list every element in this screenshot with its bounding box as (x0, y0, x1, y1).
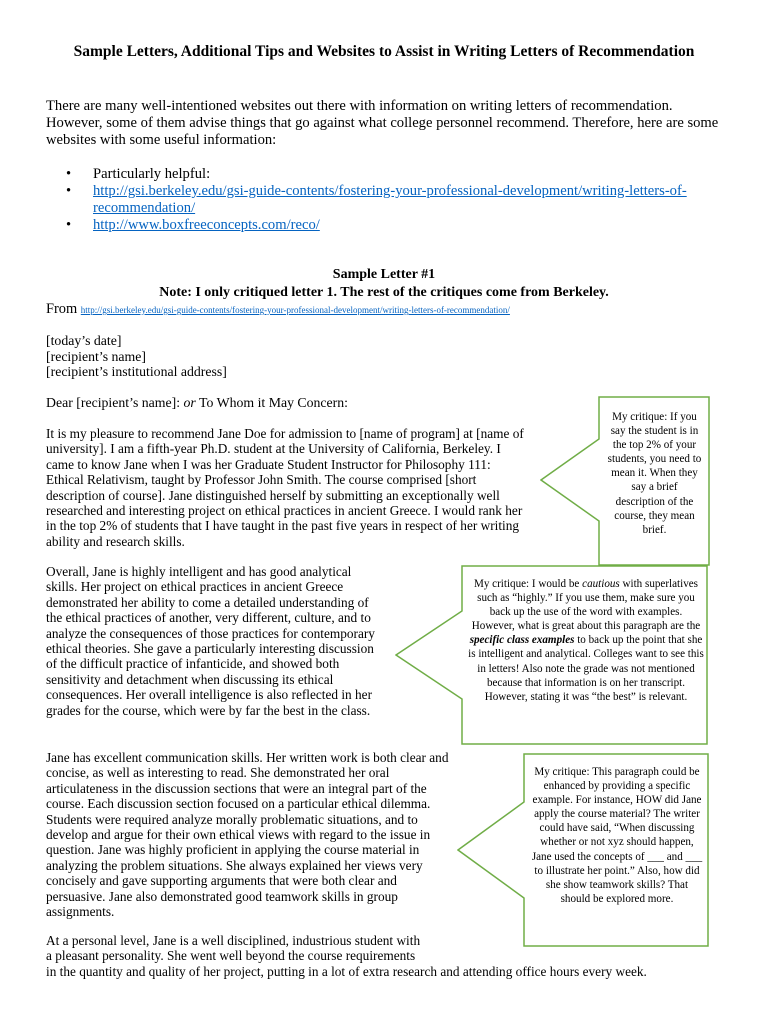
list-item (46, 166, 726, 183)
date-placeholder: [today’s date] (46, 333, 122, 348)
critique-2-part: My critique: I would be (473, 578, 583, 590)
critique-text-2 (468, 577, 704, 704)
intro-paragraph: There are many well-intentioned websites out there with information on writing letters of recommendation. However, some of them advise things that go against what college personnel recommend. Therefore, here are some websites with some useful information: (46, 98, 719, 148)
critique-note: Note: I only critiqued letter 1. The rest of the critiques come from Berkeley. (159, 285, 609, 300)
salutation-end: To Whom it May Concern: (195, 395, 349, 410)
salutation-start: Dear [recipient’s name]: (46, 395, 184, 410)
berkeley-link[interactable]: http://gsi.berkeley.edu/gsi-guide-contents/fostering-your-professional-development/writing-letters-of-recommendation/ (93, 183, 687, 216)
critique-text-3: My critique: This paragraph could be enhanced by providing a specific example. For instance, HOW did Jane apply the course material? The writer could have said, “When discussing whether or not xyz should happen, Jane used the concepts of ___ and ___ to illustrate her point.” Also, how did she show teamwork skills? That should be explored more. (531, 766, 703, 905)
salutation (46, 395, 348, 411)
website-list (46, 166, 726, 234)
paragraph-4-line: At a personal level, Jane is a well disciplined, industrious student with (46, 933, 421, 948)
boxfree-link[interactable]: http://www.boxfreeconcepts.com/reco/ (93, 217, 320, 233)
source-line (46, 301, 510, 319)
source-link[interactable]: http://gsi.berkeley.edu/gsi-guide-contents/fostering-your-professional-development/writing-letters-of-recommendation/ (80, 305, 510, 315)
helpful-label: Particularly helpful: (93, 166, 211, 182)
list-item (46, 183, 726, 217)
sample-letter-heading (46, 266, 722, 302)
recipient-address-placeholder: [recipient’s institutional address] (46, 364, 227, 379)
letter-paragraph-1: It is my pleasure to recommend Jane Doe for admission to [name of program] at [name of university]. I am a fifth-year Ph.D. student at the University of California, Berkeley. I came to know Jane when I was her Graduate Student Instructor for Philosophy 111: Ethical Relativism, taught by Professor John Smith. The course comprised [short description of course]. Jane distinguished herself by submitting an exceptionally well researched and interesting project on ethical practices in ancient Greece. I would rank her in the top 2% of students that I have taught in the past five years in respect of her writing ability and research skills. (46, 426, 524, 549)
recipient-name-placeholder: [recipient’s name] (46, 348, 146, 364)
letter-header (46, 333, 227, 380)
sample-letter-title: Sample Letter #1 (332, 267, 436, 282)
page-title: Sample Letters, Additional Tips and Websites to Assist in Writing Letters of Recommendation (73, 43, 695, 60)
critique-text-1: My critique: If you say the student is in the top 2% of your students, you need to mean it. When they say a brief description of the course, they mean brief. (607, 411, 702, 536)
from-label: From (46, 301, 78, 317)
critique-2-part: with superlatives such as “highly.” If you use them, make sure you back up the use of the word with examples. However, what is great about this paragraph are the (471, 578, 701, 633)
critique-2-part: to back up the point that she is intelligent and analytical. Colleges want to see this in letters! Also note the grade was not mentioned because that information is on her transcript. However, stating it was “the best” is relevant. (468, 634, 704, 703)
salutation-or: or (183, 395, 196, 410)
letter-paragraph-2: Overall, Jane is highly intelligent and has good analytical skills. Her project on ethical practices in ancient Greece demonstrated her ability to come a detailed understanding of the ethical practices of another, very different, culture, and to analyze the consequences of those practices for contemporary ethical theories. She gave a particularly interesting discussion of the difficult practice of infanticide, and showed both sensitivity and detachment when discussing its ethical consequences. Her overall intelligence is also reflected in her grades for the course, which were by far the best in the class. (46, 564, 375, 718)
paragraph-4-line: a pleasant personality. She went well beyond the course requirements (46, 948, 416, 964)
letter-paragraph-3: Jane has excellent communication skills. Her written work is both clear and concise, as well as interesting to read. She demonstrated her oral articulateness in the discussion sections that were an integral part of the course. Each discussion section focused on a particular ethical dilemma. Students were required analyze morally problematic situations, and to develop and argue for their own ethical views with regard to the issue in question. Jane was highly proficient in applying the course material in analyzing the problem situations. She always explained her views very concisely and gave supporting arguments that were both clear and persuasive. Jane also demonstrated good teamwork skills in group assignments. (46, 750, 449, 920)
paragraph-4-line: in the quantity and quality of her project, putting in a lot of extra research and attending office hours every week. (46, 963, 647, 979)
list-item (46, 217, 726, 234)
critique-2-emphasis: specific class examples (469, 634, 575, 647)
critique-2-emphasis: cautious (582, 578, 620, 590)
